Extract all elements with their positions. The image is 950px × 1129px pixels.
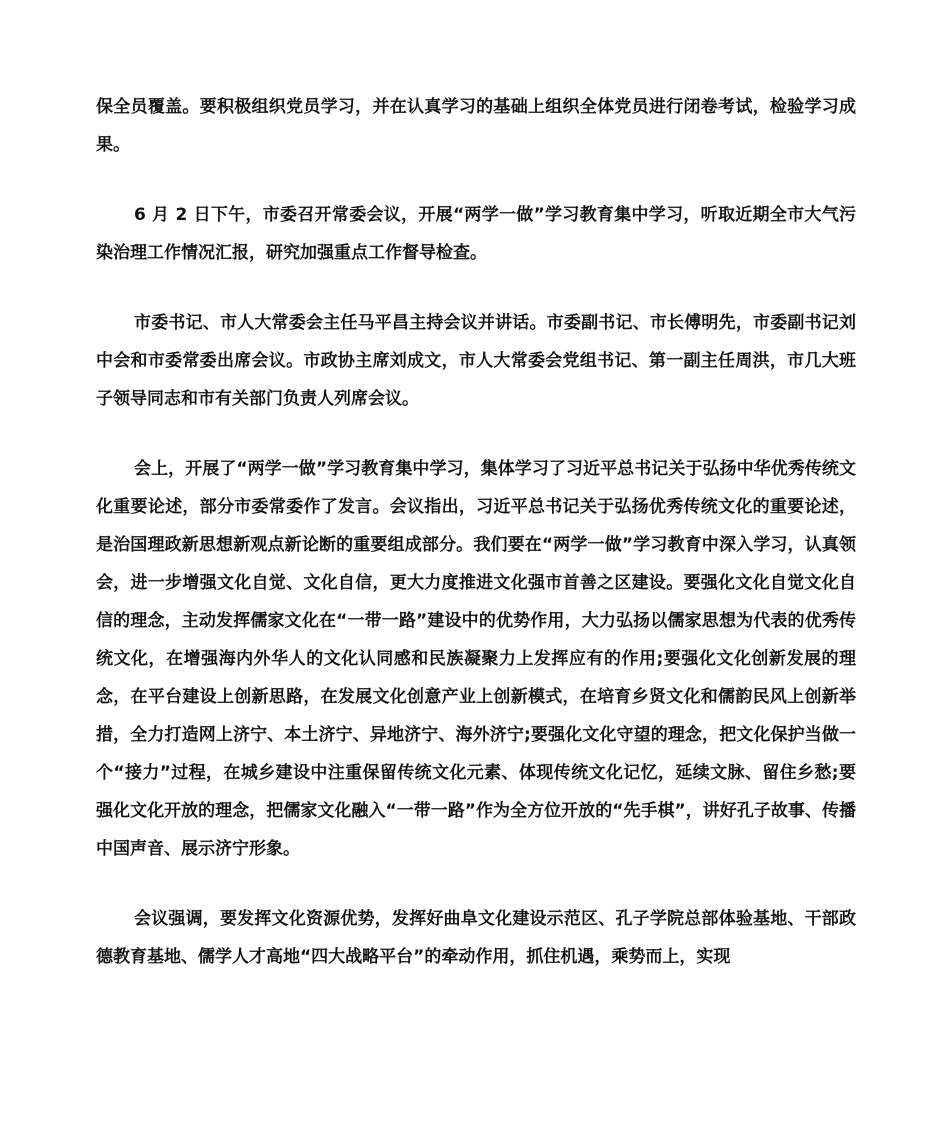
paragraph-4: 会上，开展了“两学一做”学习教育集中学习，集体学习了习近平总书记关于弘扬中华优秀传统文化重要论述，部分市委常委作了发言。会议指出，习近平总书记关于弘扬优秀传统文化的重要论述，是治国理政新思想新观点新论断的重要组成部分。我们要在“两学一做”学习教育中深入学习，认真领会，进一步增强文化自觉、文化自信，更大力度推进文化强市首善之区建设。要强化文化自觉文化自信的理念，主动发挥儒家文化在“一带一路”建设中的优势作用，大力弘扬以儒家思想为代表的优秀传统文化，在增强海内外华人的文化认同感和民族凝聚力上发挥应有的作用;要强化文化创新发展的理念，在平台建设上创新思路，在发展文化创意产业上创新模式，在培育乡贤文化和儒韵民风上创新举措，全力打造网上济宁、本土济宁、异地济宁、海外济宁;要强化文化守望的理念，把文化保护当做一个“接力”过程，在城乡建设中注重保留传统文化元素、体现传统文化记忆，延续文脉、留住乡愁;要强化文化开放的理念，把儒家文化融入“一带一路”作为全方位开放的“先手棋”，讲好孔子故事、传播中国声音、展示济宁形象。	[96, 459, 856, 859]
document-body	[96, 88, 856, 1008]
paragraph-2: 6 月 2 日下午，市委召开常委会议，开展“两学一做”学习教育集中学习，听取近期全市大气污染治理工作情况汇报，研究加强重点工作督导检查。	[96, 205, 856, 263]
paragraph-1: 保全员覆盖。要积极组织党员学习，并在认真学习的基础上组织全体党员进行闭卷考试，检验学习成果。	[96, 97, 856, 155]
paragraph-5: 会议强调，要发挥文化资源优势，发挥好曲阜文化建设示范区、孔子学院总部体验基地、干部政德教育基地、儒学人才高地“四大战略平台”的牵动作用，抓住机遇，乘势而上，实现	[96, 909, 856, 967]
paragraph-3: 市委书记、市人大常委会主任马平昌主持会议并讲话。市委副书记、市长傅明先，市委副书记刘中会和市委常委出席会议。市政协主席刘成文，市人大常委会党组书记、第一副主任周洪，市几大班子领导同志和市有关部门负责人列席会议。	[96, 313, 856, 409]
